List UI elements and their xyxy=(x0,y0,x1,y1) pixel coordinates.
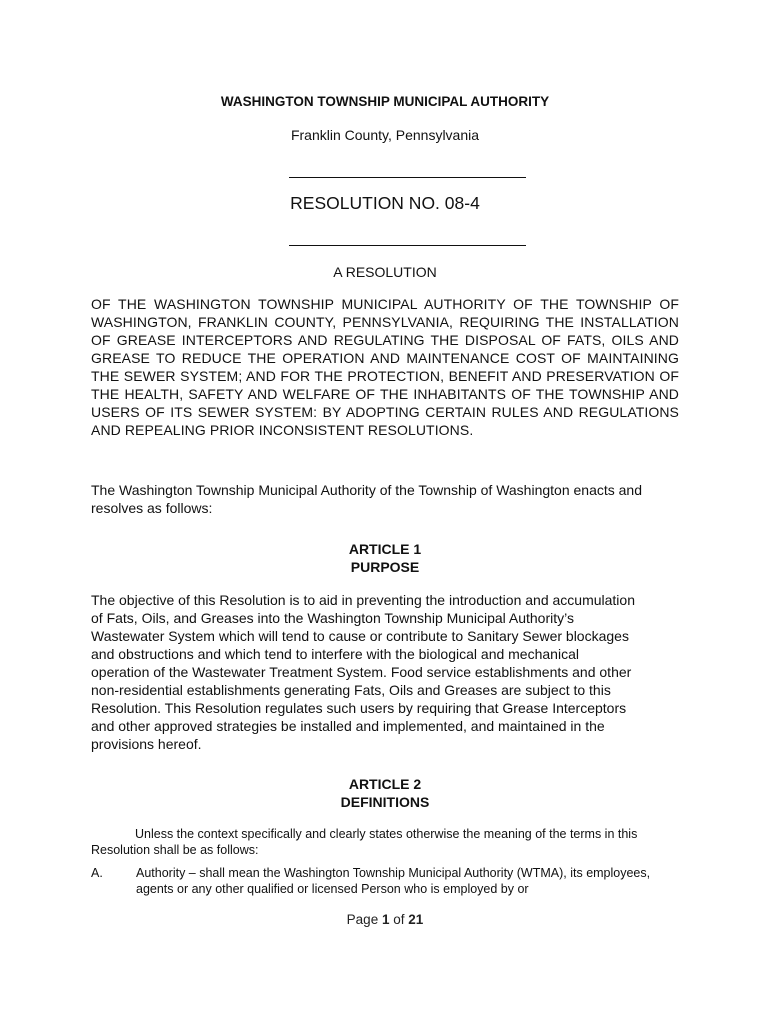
enacting-clause: The Washington Township Municipal Authority of the Township of Washington enacts and resolves as follows: xyxy=(91,482,642,516)
definitions-intro xyxy=(91,826,681,858)
definition-a-text: Authority – shall mean the Washington Township Municipal Authority (WTMA), its employees, agents or any other qualified or licensed Person who is employed by or xyxy=(136,866,651,896)
body-line: non-residential establishments generating Fats, Oils and Greases are subject to this xyxy=(91,682,611,698)
article-1-number: ARTICLE 1 xyxy=(348,541,422,557)
resolution-number: RESOLUTION NO. 08-4 xyxy=(290,193,480,213)
body-line: of Fats, Oils, and Greases into the Washington Township Municipal Authority’s xyxy=(91,610,574,626)
body-line: provisions hereof. xyxy=(91,736,202,752)
divider-top xyxy=(289,177,526,178)
article-2-title: DEFINITIONS xyxy=(340,794,430,810)
a-resolution-heading: A RESOLUTION xyxy=(333,264,437,280)
article-1-heading xyxy=(90,540,680,576)
article-1-title: PURPOSE xyxy=(350,559,420,575)
organization-title: WASHINGTON TOWNSHIP MUNICIPAL AUTHORITY xyxy=(220,94,550,109)
article-2-number: ARTICLE 2 xyxy=(348,776,422,792)
page-number: 1 xyxy=(381,912,390,927)
divider-bottom xyxy=(289,245,526,246)
page-label: Page xyxy=(346,912,379,927)
body-line: Resolution. This Resolution regulates such users by requiring that Grease Interceptors xyxy=(91,700,627,716)
county-subtitle: Franklin County, Pennsylvania xyxy=(290,127,480,143)
body-line: The objective of this Resolution is to aid in preventing the introduction and accumulation xyxy=(91,592,635,608)
body-line: and other approved strategies be installed and implemented, and maintained in the xyxy=(91,718,605,734)
definitions-intro-text: Unless the context specifically and clearly states otherwise the meaning of the terms in this Resolution shall be as follows: xyxy=(91,827,638,857)
article-2-heading xyxy=(90,775,680,811)
body-line: operation of the Wastewater Treatment System. Food service establishments and other xyxy=(91,664,632,680)
resolution-preamble: OF THE WASHINGTON TOWNSHIP MUNICIPAL AUTHORITY OF THE TOWNSHIP OF WASHINGTON, FRANKLIN COUNTY, PENNSYLVANIA, REQUIRING THE INSTALLATION OF GREASE INTERCEPTORS AND REGULATING THE DISPOSAL OF FATS, OILS AND GREASE TO REDUCE THE OPERATION AND MAINTENANCE COST OF MAINTAINING THE SEWER SYSTEM; AND FOR THE PROTECTION, BENEFIT AND PRESERVATION OF THE HEALTH, SAFETY AND WELFARE OF THE INHABITANTS OF THE TOWNSHIP AND USERS OF ITS SEWER SYSTEM: BY ADOPTING CERTAIN RULES AND REGULATIONS AND REPEALING PRIOR INCONSISTENT RESOLUTIONS. xyxy=(91,296,679,438)
body-line: and obstructions and which tend to interfere with the biological and mechanical xyxy=(91,646,579,662)
total-pages: 21 xyxy=(408,912,424,927)
definition-a-letter: A. xyxy=(91,866,103,880)
article-1-body xyxy=(91,591,683,753)
of-label: of xyxy=(393,912,405,927)
page-footer xyxy=(90,912,680,927)
body-line: Wastewater System which will tend to cause or contribute to Sanitary Sewer blockages xyxy=(91,628,629,644)
